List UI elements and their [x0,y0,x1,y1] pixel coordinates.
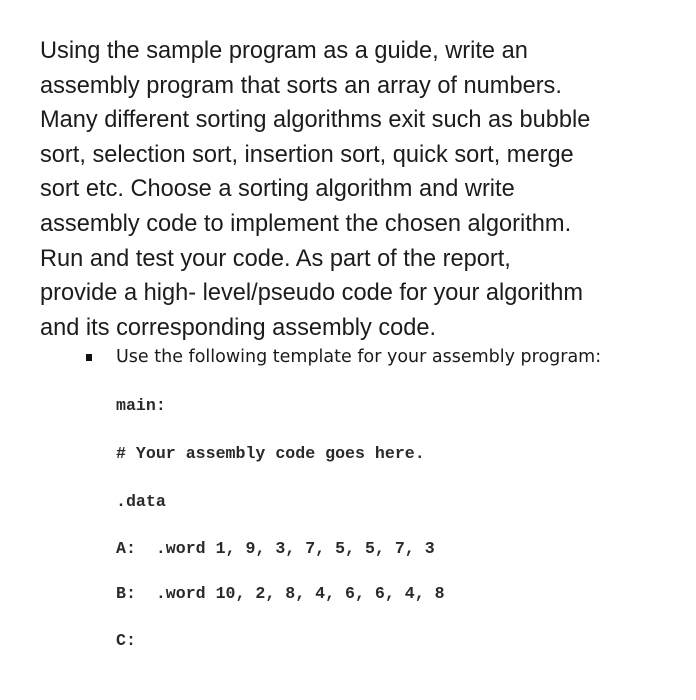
code-main-label: main: [116,396,166,415]
instructions-line: Many different sorting algorithms exit such as bubble [40,107,591,134]
template-bullet [86,343,686,373]
instructions-line: Using the sample program as a guide, write an [40,38,528,64]
instructions-paragraph [40,34,680,345]
instructions-line: assembly program that sorts an array of numbers. [40,72,562,99]
code-comment: # Your assembly code goes here. [116,444,425,463]
code-array-c: C: [116,631,136,650]
instructions-line: sort etc. Choose a sorting algorithm and write [40,176,515,203]
bullet-text: Use the following template for your assembly program: [116,347,602,367]
instructions-line: assembly code to implement the chosen algorithm. [40,210,572,237]
instructions-line: provide a high- level/pseudo code for your algorithm [40,280,583,307]
code-data-directive: .data [116,492,166,511]
instructions-line: Run and test your code. As part of the report, [40,245,511,272]
instructions-line: and its corresponding assembly code. [40,314,437,341]
square-bullet-icon [86,354,92,361]
code-array-a: A: .word 1, 9, 3, 7, 5, 5, 7, 3 [116,539,435,558]
code-array-b: B: .word 10, 2, 8, 4, 6, 6, 4, 8 [116,584,445,603]
instructions-line: sort, selection sort, insertion sort, quick sort, merge [40,141,574,168]
